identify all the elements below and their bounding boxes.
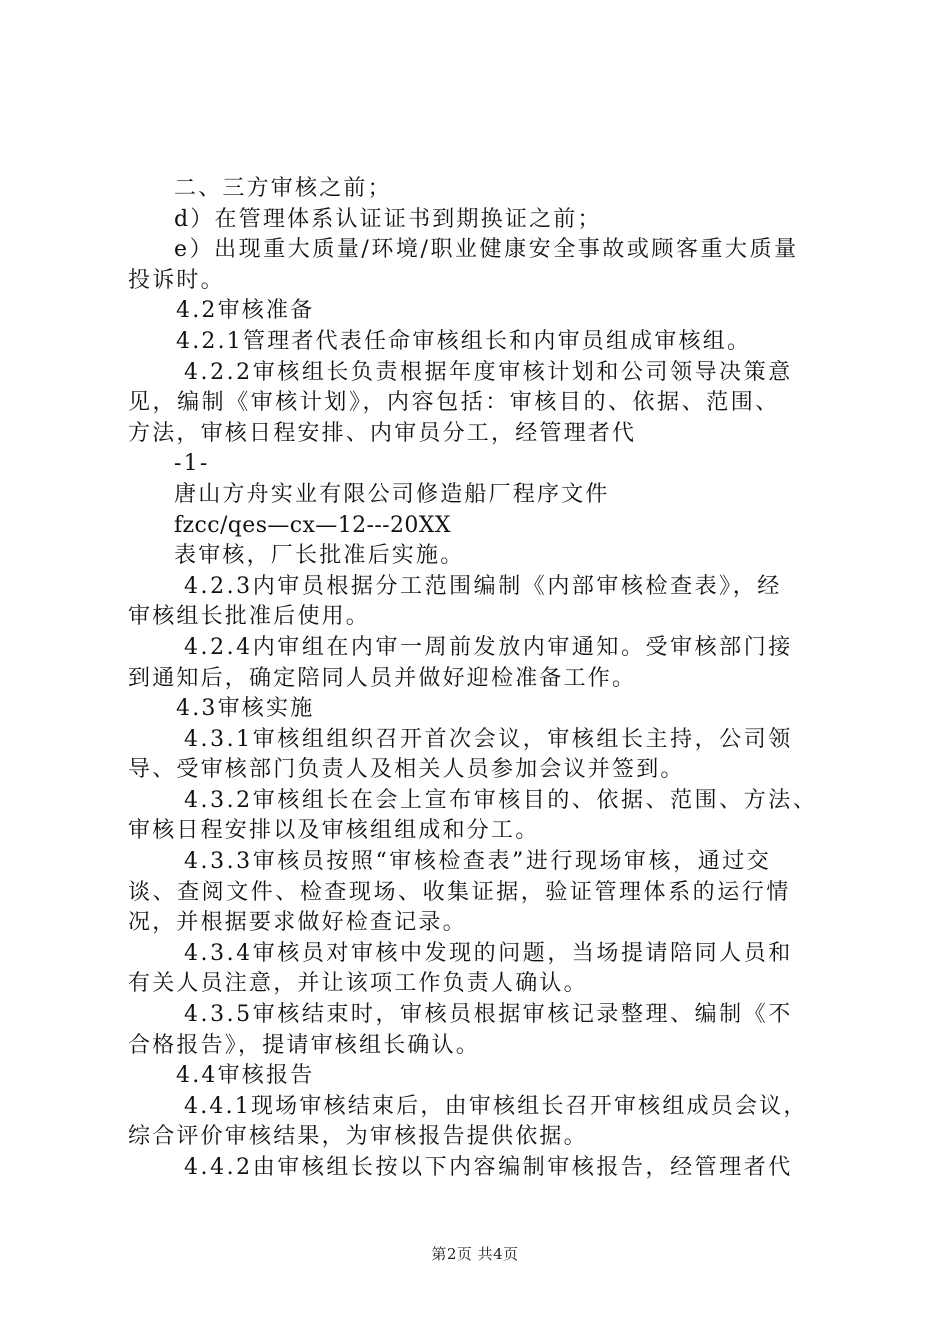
text-line: 有关人员注意，并让该项工作负责人确认。: [128, 971, 588, 997]
text-line: 4.2.3内审员根据分工范围编制《内部审核检查表》，经: [184, 573, 782, 599]
text-line: 到通知后，确定陪同人员并做好迎检准备工作。: [128, 665, 637, 691]
text-line: 4.3.3审核员按照“审核检查表”进行现场审核，通过交: [184, 849, 772, 875]
text-line: 4.3.5审核结束时，审核员根据审核记录整理、编制《不: [184, 1002, 793, 1028]
document-body: [128, 174, 833, 1184]
document-header-title: 唐山方舟实业有限公司修造船厂程序文件: [174, 481, 610, 507]
document-code: fzcc/qes—cx—12---20XX: [174, 512, 451, 538]
text-line: 综合评价审核结果，为审核报告提供依据。: [128, 1124, 588, 1150]
text-line: 4.2.2审核组长负责根据年度审核计划和公司领导决策意: [184, 359, 793, 385]
text-line: 审核组长批准后使用。: [128, 604, 371, 630]
text-line: 4.3.2审核组长在会上宣布审核目的、依据、范围、方法、: [184, 787, 818, 813]
section-heading: 4.2审核准备: [176, 298, 315, 324]
text-line: d）在管理体系认证证书到期换证之前；: [174, 206, 602, 232]
text-line: 审核日程安排以及审核组组成和分工。: [128, 818, 540, 844]
text-line: 表审核，厂长批准后实施。: [174, 543, 465, 569]
text-line: 况，并根据要求做好检查记录。: [128, 910, 467, 936]
text-line: 4.2.1管理者代表任命审核组长和内审员组成审核组。: [176, 328, 752, 354]
page-number-marker: -1-: [174, 451, 210, 477]
text-line: 见，编制《审核计划》，内容包括：审核目的、依据、范围、: [128, 390, 780, 416]
text-line: 谈、查阅文件、检查现场、收集证据，验证管理体系的运行情: [128, 879, 791, 905]
section-heading: 4.4审核报告: [176, 1063, 315, 1089]
text-line: 方法，审核日程安排、内审员分工，经管理者代: [128, 420, 637, 446]
text-line: 二、三方审核之前；: [174, 176, 392, 201]
page-footer: 第2页 共4页: [431, 1245, 519, 1263]
section-heading: 4.3审核实施: [176, 696, 315, 722]
text-line: 4.4.1现场审核结束后，由审核组长召开审核组成员会议，: [184, 1093, 808, 1119]
text-line: 合格报告》，提请审核组长确认。: [128, 1032, 481, 1058]
text-line: 4.4.2由审核组长按以下内容编制审核报告，经管理者代: [184, 1155, 793, 1180]
text-line: 4.2.4内审组在内审一周前发放内审通知。受审核部门接: [184, 634, 793, 660]
text-line: 4.3.4审核员对审核中发现的问题，当场提请陪同人员和: [184, 940, 793, 966]
text-line: 投诉时。: [128, 267, 225, 293]
text-line: 4.3.1审核组组织召开首次会议，审核组长主持，公司领: [184, 726, 793, 752]
text-line: 导、受审核部门负责人及相关人员参加会议并签到。: [128, 757, 685, 783]
text-line: e）出现重大质量/环境/职业健康安全事故或顾客重大质量: [174, 237, 799, 263]
